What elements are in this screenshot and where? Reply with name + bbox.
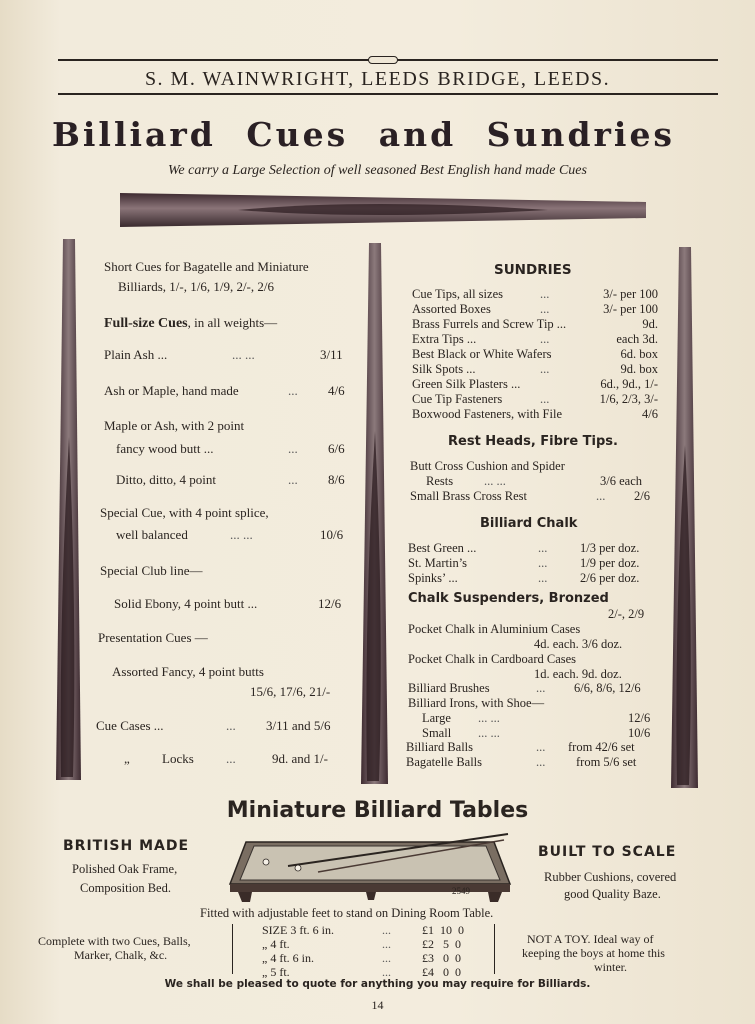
table-size-price: £4 0 0 (422, 965, 461, 979)
sundries-item-name: Extra Tips ... (412, 332, 477, 346)
chalk-item-name: Spinks’ ... (408, 571, 458, 585)
sundries-item-price: 6d., 9d., 1/- (600, 377, 658, 391)
company-header: S. M. WAINWRIGHT, LEEDS BRIDGE, LEEDS. (144, 68, 611, 90)
table-size-leader: ... (382, 937, 391, 951)
fitted-feet-note: Fitted with adjustable feet to stand on Dining Room Table. (200, 906, 494, 920)
british-made-heading: BRITISH MADE (63, 838, 190, 854)
not-a-toy-line-3: winter. (594, 960, 627, 974)
special-cue-line-1: Special Cue, with 4 point splice, (100, 505, 269, 520)
polished-oak-frame: Polished Oak Frame, (72, 862, 178, 876)
miniature-tables-heading: Miniature Billiard Tables (226, 798, 529, 823)
billiard-chalk-heading: Billiard Chalk (480, 516, 578, 531)
locks-leader: ... (226, 751, 236, 766)
plain-ash-leader: ... ... (232, 347, 255, 362)
chalk-item-name: St. Martin’s (408, 556, 468, 570)
header-bottom-rule (58, 93, 718, 95)
small-brass-cross-price: 2/6 (634, 489, 650, 503)
short-cues-line-2: Billiards, 1/-, 1/6, 1/9, 2/-, 2/6 (118, 279, 274, 294)
rubber-cushions: Rubber Cushions, covered (544, 870, 677, 884)
table-size-label: „ 4 ft. 6 in. (262, 951, 314, 965)
built-to-scale-heading: BUILT TO SCALE (538, 844, 677, 860)
irons-small-label: Small (422, 726, 452, 740)
chalk-item-leader: ... (538, 571, 548, 585)
irons-small-price: 10/6 (628, 726, 651, 740)
header-ornament (368, 56, 398, 64)
not-a-toy-line-1: NOT A TOY. Ideal way of (527, 932, 654, 946)
ditto-4-point-label: Ditto, ditto, 4 point (116, 472, 217, 487)
butt-cross-leader: ... ... (484, 474, 506, 488)
pocket-chalk-cardboard: Pocket Chalk in Cardboard Cases (408, 652, 577, 666)
rest-heads-heading: Rest Heads, Fibre Tips. (448, 434, 618, 449)
billiard-brushes-leader: ... (536, 681, 546, 695)
sundries-item-price: 1/6, 2/3, 3/- (599, 392, 658, 406)
billiard-brushes-label: Billiard Brushes (408, 681, 490, 695)
sundries-item-price: each 3d. (616, 332, 658, 346)
page-number: 14 (371, 998, 384, 1012)
chalk-item-price: 2/6 per doz. (580, 571, 640, 585)
irons-large-price: 12/6 (628, 711, 651, 725)
pocket-chalk-aluminium-price: 4d. each. 3/6 doz. (534, 637, 623, 651)
maple-ash-line-2: fancy wood butt ... (116, 441, 214, 456)
maple-ash-line-1: Maple or Ash, with 2 point (104, 418, 245, 433)
plain-ash-label: Plain Ash ... (104, 347, 168, 362)
billiard-balls-leader: ... (536, 740, 546, 754)
table-size-price: £1 10 0 (422, 923, 464, 937)
bagatelle-balls-leader: ... (536, 755, 546, 769)
table-size-leader: ... (382, 951, 391, 965)
billiard-balls-label: Billiard Balls (406, 740, 474, 754)
sundries-item-name: Silk Spots ... (412, 362, 476, 376)
small-brass-cross-leader: ... (596, 489, 606, 503)
chalk-item-leader: ... (538, 541, 548, 555)
quote-footer: We shall be pleased to quote for anything you may require for Billiards. (164, 978, 591, 990)
special-cue-price: 10/6 (320, 527, 344, 542)
cue-cases-leader: ... (226, 718, 236, 733)
assorted-fancy-prices: 15/6, 17/6, 21/- (250, 684, 331, 699)
tagline: We carry a Large Selection of well seasoned Best English hand made Cues (168, 163, 587, 178)
sundries-item-price: 4/6 (642, 407, 658, 421)
sizes-left-divider (232, 924, 233, 974)
special-club-line: Special Club line— (100, 563, 203, 578)
fullsize-cues-heading (104, 315, 277, 332)
sundries-item-leader: ... (540, 302, 550, 316)
left-cue-image (53, 237, 83, 782)
sundries-item-price: 6d. box (620, 347, 658, 361)
sundries-item-price: 3/- per 100 (603, 302, 658, 316)
sundries-item-price: 9d. box (620, 362, 658, 376)
sundries-item-leader: ... (540, 392, 550, 406)
billiard-balls-price: from 42/6 set (568, 740, 635, 754)
butt-cross-line-2: Rests (426, 474, 454, 488)
table-size-label: „ 4 ft. (262, 937, 290, 951)
locks-label: Locks (162, 751, 194, 766)
sundries-item-price: 3/- per 100 (603, 287, 658, 301)
irons-large-label: Large (422, 711, 451, 725)
cue-cases-price: 3/11 and 5/6 (266, 718, 331, 733)
quality-baize: good Quality Baze. (564, 887, 661, 901)
short-cues-line-1: Short Cues for Bagatelle and Miniature (104, 259, 309, 274)
chalk-item-leader: ... (538, 556, 548, 570)
chalk-suspenders-heading: Chalk Suspenders, Bronzed (408, 591, 609, 606)
sundries-item-price: 9d. (642, 317, 658, 331)
butt-cross-line-1: Butt Cross Cushion and Spider (410, 459, 565, 473)
composition-bed: Composition Bed. (80, 881, 171, 895)
billiard-brushes-price: 6/6, 8/6, 12/6 (574, 681, 641, 695)
ash-maple-leader: ... (288, 383, 298, 398)
irons-large-leader: ... ... (478, 711, 500, 725)
bagatelle-balls-label: Bagatelle Balls (406, 755, 483, 769)
chalk-item-price: 1/9 per doz. (580, 556, 640, 570)
table-size-label: SIZE 3 ft. 6 in. (262, 923, 334, 937)
presentation-cues-heading: Presentation Cues — (98, 630, 208, 645)
sundries-item-name: Brass Furrels and Screw Tip ... (412, 317, 567, 331)
locks-ditto-mark: „ (124, 751, 130, 766)
pocket-chalk-aluminium: Pocket Chalk in Aluminium Cases (408, 622, 581, 636)
assorted-fancy-label: Assorted Fancy, 4 point butts (112, 664, 264, 679)
ditto-4-point-price: 8/6 (328, 472, 345, 487)
sizes-right-divider (494, 924, 495, 974)
maple-ash-leader: ... (288, 441, 298, 456)
cue-cases-label: Cue Cases ... (96, 718, 164, 733)
fullsize-cues-bold: Full-size Cues (104, 316, 188, 331)
sundries-item-leader: ... (540, 332, 550, 346)
right-cue-image (668, 245, 700, 790)
sundries-item-name: Cue Tip Fasteners (412, 392, 503, 406)
table-size-price: £2 5 0 (422, 937, 461, 951)
sundries-item-name: Green Silk Plasters ... (412, 377, 521, 391)
irons-small-leader: ... ... (478, 726, 500, 740)
table-size-label: „ 5 ft. (262, 965, 290, 979)
sundries-item-name: Boxwood Fasteners, with File (412, 407, 562, 421)
complete-with-line-1: Complete with two Cues, Balls, (38, 934, 191, 948)
sundries-heading: SUNDRIES (494, 262, 572, 278)
butt-cross-price: 3/6 each (600, 474, 642, 488)
ash-maple-label: Ash or Maple, hand made (104, 383, 239, 398)
table-size-leader: ... (382, 965, 391, 979)
solid-ebony-label: Solid Ebony, 4 point butt ... (114, 596, 258, 611)
locks-price: 9d. and 1/- (272, 751, 328, 766)
sundries-item-name: Cue Tips, all sizes (412, 287, 503, 301)
not-a-toy-line-2: keeping the boys at home this (522, 946, 665, 960)
table-size-price: £3 0 0 (422, 951, 461, 965)
maple-ash-price: 6/6 (328, 441, 345, 456)
chalk-suspenders-price: 2/-, 2/9 (608, 607, 645, 621)
ditto-4-point-leader: ... (288, 472, 298, 487)
sundries-item-leader: ... (540, 287, 550, 301)
sundries-item-name: Best Black or White Wafers (412, 347, 552, 361)
middle-cue-image (358, 241, 390, 786)
small-brass-cross-label: Small Brass Cross Rest (410, 489, 528, 503)
plain-ash-price: 3/11 (320, 347, 343, 362)
ash-maple-price: 4/6 (328, 383, 345, 398)
chalk-item-price: 1/3 per doz. (580, 541, 640, 555)
fullsize-cues-tail: , in all weights— (187, 315, 278, 330)
table-size-leader: ... (382, 923, 391, 937)
bagatelle-balls-price: from 5/6 set (576, 755, 637, 769)
chalk-item-name: Best Green ... (408, 541, 477, 555)
special-cue-leader: ... ... (230, 527, 253, 542)
table-catalogue-number: 2549 (452, 886, 470, 896)
horizontal-cue-image (118, 190, 648, 230)
solid-ebony-price: 12/6 (318, 596, 342, 611)
sundries-item-name: Assorted Boxes (412, 302, 491, 316)
sundries-item-leader: ... (540, 362, 550, 376)
special-cue-line-2: well balanced (116, 527, 188, 542)
page-title: Billiard Cues and Sundries (52, 115, 676, 154)
pocket-chalk-cardboard-price: 1d. each. 9d. doz. (534, 667, 622, 681)
billiard-irons-label: Billiard Irons, with Shoe— (408, 696, 545, 710)
complete-with-line-2: Marker, Chalk, &c. (74, 948, 168, 962)
